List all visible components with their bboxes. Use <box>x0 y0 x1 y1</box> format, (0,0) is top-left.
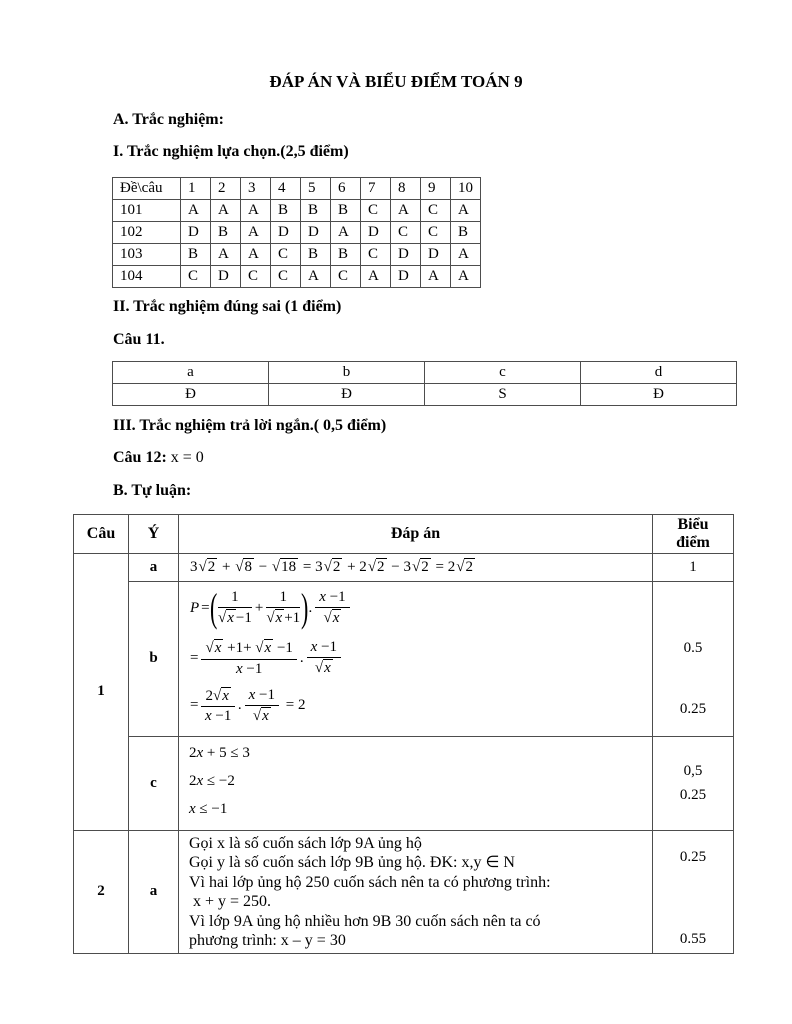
sqrt-icon: √ <box>412 559 421 576</box>
table-cell: D <box>391 244 421 266</box>
table-cell: A <box>451 266 481 288</box>
sqrt-expression <box>324 559 343 575</box>
sqrt-expression <box>218 610 236 626</box>
math-token: = <box>190 649 199 666</box>
score-value: 0,5 <box>683 763 703 780</box>
fraction-denominator <box>245 706 279 725</box>
table-cell: C <box>391 222 421 244</box>
math-token: 2 <box>189 772 197 789</box>
sqrt-expression <box>255 640 273 656</box>
table-cell: C <box>271 244 301 266</box>
fraction-denominator <box>218 608 252 627</box>
math-token: x <box>236 660 243 677</box>
math-token: −1 <box>211 707 232 724</box>
table-cell: B <box>331 200 361 222</box>
fraction-numerator <box>307 639 341 658</box>
formula-line <box>189 800 648 818</box>
row-q1b <box>74 582 734 737</box>
sqrt-icon: √ <box>266 610 275 626</box>
table-cell: 4 <box>271 178 301 200</box>
table-cell: D <box>181 222 211 244</box>
sqrt-icon: √ <box>212 687 222 704</box>
sqrt-expression <box>235 559 254 575</box>
part-label-cell: c <box>129 736 179 830</box>
true-false-answer-table <box>112 361 737 406</box>
math-token: x <box>196 772 204 789</box>
radicand: 2 <box>465 559 473 576</box>
math-token: 2 <box>205 687 213 704</box>
table-cell: d <box>581 362 737 384</box>
fraction-denominator <box>307 658 341 677</box>
table-cell: Đ <box>113 384 269 406</box>
sqrt-expression <box>266 610 284 626</box>
table-cell: C <box>331 266 361 288</box>
math-token: + 2 <box>343 559 367 576</box>
row-q1c <box>74 736 734 830</box>
fraction-numerator <box>201 687 234 707</box>
math-token: . <box>237 697 242 714</box>
math-token: = 2 <box>282 697 306 714</box>
formula-line <box>189 744 648 762</box>
table-cell: B <box>271 200 301 222</box>
table-cell: A <box>241 222 271 244</box>
table-cell: Đ <box>269 384 425 406</box>
math-token: −1 <box>242 660 263 677</box>
radicand: x <box>227 610 234 626</box>
sqrt-icon: √ <box>314 660 324 677</box>
math-token: . <box>299 649 304 666</box>
page-title: ĐÁP ÁN VÀ BIỂU ĐIỂM TOÁN 9 <box>269 72 523 91</box>
radicand: 18 <box>281 559 297 576</box>
math-token: 2 <box>189 744 197 761</box>
math-token: x <box>204 707 212 724</box>
table-cell: D <box>271 222 301 244</box>
table-cell: A <box>451 200 481 222</box>
table-cell: D <box>421 244 451 266</box>
sqrt-icon: √ <box>323 610 332 626</box>
math-token: 3 <box>190 559 198 576</box>
table-cell: A <box>331 222 361 244</box>
formula-line: P =( $\frac{1}{√x -1}$ + $\frac{1}{√x +1}$ ). $\frac{x -1}{√x}$ <box>189 589 648 627</box>
fraction <box>245 687 279 725</box>
table-cell: B <box>181 244 211 266</box>
radicand: 2 <box>377 559 385 576</box>
math-token: = <box>201 599 210 616</box>
math-token: x <box>310 639 318 656</box>
fraction <box>307 639 341 677</box>
formula-line <box>189 559 475 575</box>
radicand: x <box>222 687 229 704</box>
table-row <box>113 266 481 288</box>
sqrt-expression <box>412 559 431 575</box>
sqrt-expression <box>272 559 298 575</box>
answer-text-line: Gọi y là số cuốn sách lớp 9B ủng hộ. ĐK: x,y ∈ N <box>189 854 515 872</box>
score-value: 0.5 <box>683 640 703 656</box>
sqrt-expression <box>324 610 342 626</box>
score-cell <box>653 582 734 737</box>
sqrt-expression <box>368 559 387 575</box>
table-cell: A <box>241 244 271 266</box>
sqrt-icon: √ <box>456 559 465 576</box>
answer-cell <box>179 554 653 582</box>
radicand: 2 <box>421 559 429 576</box>
sqrt-icon: √ <box>367 559 377 576</box>
table-cell: S <box>425 384 581 406</box>
table-row <box>113 222 481 244</box>
formula-line <box>189 772 648 790</box>
fraction-denominator <box>315 608 349 627</box>
math-token: = 2 <box>431 559 456 576</box>
table-cell: B <box>301 244 331 266</box>
header-cell-dapan: Đáp án <box>179 515 653 554</box>
score-cell <box>653 830 734 953</box>
radicand: x <box>332 610 340 626</box>
table-cell: A <box>241 200 271 222</box>
math-token: + <box>218 559 235 576</box>
sqrt-icon: √ <box>198 559 207 576</box>
answer-text-line: Gọi x là số cuốn sách lớp 9A ủng hộ <box>189 834 422 852</box>
sqrt-icon: √ <box>217 610 227 626</box>
table-cell: 103 <box>113 244 181 266</box>
radicand: x <box>214 640 222 657</box>
radicand: 2 <box>332 559 341 576</box>
fraction <box>218 589 252 627</box>
formula-line <box>189 639 648 677</box>
table-header-row <box>113 178 481 200</box>
radicand: 8 <box>244 559 252 576</box>
table-cell: a <box>113 362 269 384</box>
math-token: . <box>308 599 313 616</box>
part-label-cell: a <box>129 830 179 953</box>
math-token: x <box>189 800 196 817</box>
math-token: ≤ −1 <box>195 800 228 817</box>
answer-text-line: Vì hai lớp ủng hộ 250 cuốn sách nên ta có phương trình: <box>189 873 551 891</box>
table-cell: A <box>421 266 451 288</box>
math-token: ≤ −2 <box>203 772 235 789</box>
section-heading-a: A. Trắc nghiệm: <box>113 111 224 128</box>
question-12-value: x = 0 <box>166 449 204 466</box>
table-cell: A <box>301 266 331 288</box>
table-row <box>113 200 481 222</box>
table-cell: C <box>421 200 451 222</box>
header-cell-cau: Câu <box>74 515 129 554</box>
sqrt-icon: √ <box>255 640 264 657</box>
table-cell: C <box>361 244 391 266</box>
question-12-answer <box>113 449 792 466</box>
sqrt-icon: √ <box>271 559 281 576</box>
radicand: x <box>275 610 283 626</box>
table-row <box>113 244 481 266</box>
table-cell: 2 <box>211 178 241 200</box>
math-token: −1 <box>235 610 252 626</box>
table-row <box>113 384 737 406</box>
math-token: = <box>190 697 199 714</box>
math-token: −1 <box>317 639 338 656</box>
score-value: 0.25 <box>679 787 707 804</box>
math-token: = 3 <box>299 559 323 576</box>
answer-cell <box>179 582 653 737</box>
fraction <box>201 639 296 677</box>
math-token: −1 <box>273 640 293 657</box>
sqrt-icon: √ <box>323 559 332 576</box>
fraction-numerator: 1 <box>266 589 300 608</box>
table-cell: D <box>391 266 421 288</box>
answer-cell <box>179 736 653 830</box>
question-number-cell: 1 <box>74 554 129 831</box>
section-heading-ii: II. Trắc nghiệm đúng sai (1 điểm) <box>113 298 342 315</box>
fraction-numerator: 1 <box>218 589 252 608</box>
table-cell: A <box>181 200 211 222</box>
answer-cell <box>179 830 653 953</box>
table-cell: C <box>361 200 391 222</box>
radicand: 2 <box>207 559 216 576</box>
sqrt-expression <box>205 640 223 656</box>
math-token: P <box>190 599 200 616</box>
multiple-choice-answer-table <box>112 177 481 288</box>
sqrt-icon: √ <box>205 640 214 657</box>
score-value: 0.25 <box>679 848 707 865</box>
answer-text-line: phương trình: x – y = 30 <box>189 932 346 950</box>
table-cell: C <box>271 266 301 288</box>
fraction <box>201 687 234 725</box>
table-cell: C <box>421 222 451 244</box>
sqrt-expression <box>253 708 271 724</box>
math-token: x <box>196 744 204 761</box>
table-header-row <box>74 515 734 554</box>
header-bieudiem-line2: điểm <box>676 534 710 551</box>
score-value: 0.25 <box>679 701 707 717</box>
header-bieudiem-line1: Biểu <box>677 516 709 533</box>
header-cell-y: Ý <box>129 515 179 554</box>
table-cell: 1 <box>181 178 211 200</box>
table-cell: C <box>181 266 211 288</box>
fraction-denominator <box>266 608 300 627</box>
answer-text-line: x + y = 250. <box>189 893 272 911</box>
table-cell: C <box>241 266 271 288</box>
table-cell: Đ <box>581 384 737 406</box>
row-q1a <box>74 554 734 582</box>
row-q2a <box>74 830 734 953</box>
table-cell: A <box>391 200 421 222</box>
math-token: − 3 <box>387 559 412 576</box>
table-cell: B <box>301 200 331 222</box>
math-token: +1 <box>284 610 301 626</box>
fraction-numerator <box>245 687 279 706</box>
table-cell: A <box>361 266 391 288</box>
math-token: +1+ <box>223 640 256 657</box>
sqrt-expression <box>456 559 475 575</box>
score-value: 0.55 <box>679 930 707 947</box>
part-label-cell: b <box>129 582 179 737</box>
header-cell-bieudiem <box>653 515 734 554</box>
table-cell: 10 <box>451 178 481 200</box>
table-cell: 5 <box>301 178 331 200</box>
table-cell: b <box>269 362 425 384</box>
score-cell: 1 <box>653 554 734 582</box>
sqrt-expression <box>213 688 231 704</box>
math-token: x <box>248 686 256 703</box>
answer-text-line: Vì lớp 9A ủng hộ nhiều hơn 9B 30 cuốn sách nên ta có <box>189 912 541 930</box>
table-cell: D <box>301 222 331 244</box>
table-cell: A <box>211 200 241 222</box>
table-cell: Đề\câu <box>113 178 181 200</box>
radicand: x <box>262 707 269 724</box>
table-cell: D <box>361 222 391 244</box>
fraction-numerator <box>201 639 296 659</box>
essay-answer-table <box>73 514 734 954</box>
math-token: −1 <box>325 589 346 605</box>
table-cell: B <box>331 244 361 266</box>
fraction <box>315 589 349 627</box>
table-cell: D <box>211 266 241 288</box>
sqrt-icon: √ <box>252 707 262 724</box>
table-cell: 104 <box>113 266 181 288</box>
table-cell: A <box>211 244 241 266</box>
fraction-numerator <box>315 589 349 608</box>
math-token: −1 <box>255 686 276 703</box>
fraction-denominator <box>201 660 296 678</box>
table-cell: 102 <box>113 222 181 244</box>
question-12-label: Câu 12: <box>113 449 167 466</box>
sqrt-expression <box>315 660 333 676</box>
section-heading-b: B. Tự luận: <box>113 482 192 499</box>
table-cell: B <box>211 222 241 244</box>
score-cell <box>653 736 734 830</box>
radicand: x <box>264 640 272 657</box>
question-number-cell: 2 <box>74 830 129 953</box>
table-cell: A <box>451 244 481 266</box>
sqrt-expression <box>199 559 218 575</box>
question-11-label: Câu 11. <box>113 331 165 348</box>
fraction <box>266 589 300 627</box>
radicand: x <box>324 660 331 677</box>
math-token: + 5 ≤ 3 <box>203 744 250 761</box>
table-cell: 7 <box>361 178 391 200</box>
table-cell: c <box>425 362 581 384</box>
table-cell: B <box>451 222 481 244</box>
math-token: − <box>254 559 271 576</box>
formula-line <box>189 687 648 725</box>
table-cell: 101 <box>113 200 181 222</box>
math-token: x <box>319 589 326 605</box>
part-label-cell: a <box>129 554 179 582</box>
section-heading-i: I. Trắc nghiệm lựa chọn.(2,5 điểm) <box>113 143 349 160</box>
table-cell: 8 <box>391 178 421 200</box>
fraction-denominator <box>201 707 234 725</box>
math-token: + <box>254 599 264 616</box>
table-cell: 3 <box>241 178 271 200</box>
table-cell: 6 <box>331 178 361 200</box>
section-heading-iii: III. Trắc nghiệm trả lời ngắn.( 0,5 điểm) <box>113 417 387 434</box>
sqrt-icon: √ <box>235 559 244 576</box>
table-header-row <box>113 362 737 384</box>
table-cell: 9 <box>421 178 451 200</box>
